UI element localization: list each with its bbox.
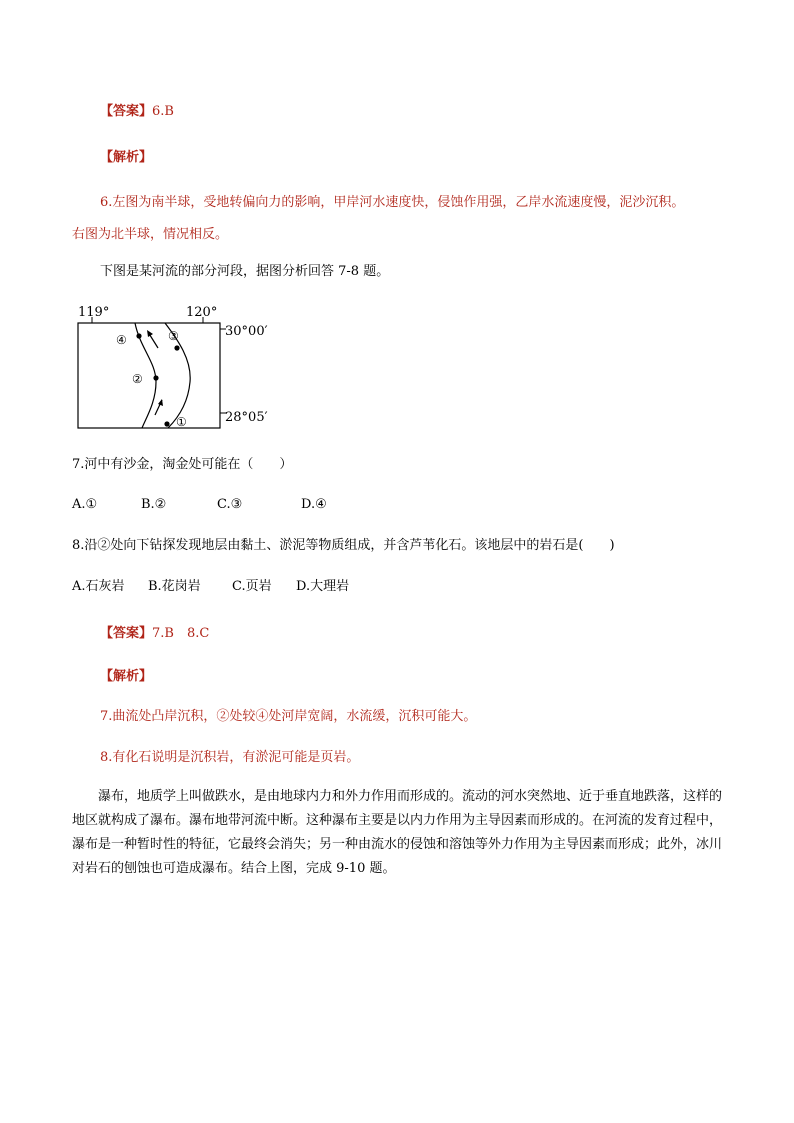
answer-value: 7.B 8.C xyxy=(152,626,210,641)
answer-value: 6.B xyxy=(152,104,174,119)
point-4-label: ④ xyxy=(116,333,127,347)
q8-option-c: C.页岩 xyxy=(232,579,272,594)
flow-arrow-lower-head xyxy=(158,399,163,406)
lat-label-bottom: 28°05′ xyxy=(225,410,268,425)
q8-stem: 8.沿②处向下钻探发现地层由黏土、淤泥等物质组成，并含芦苇化石。该地层中的岩石是( ) xyxy=(72,538,615,553)
answer-tag: 【答案】 xyxy=(100,626,153,641)
q8-option-a: A.石灰岩 xyxy=(72,579,125,594)
q7-option-a: A.① xyxy=(72,497,98,512)
analysis-tag-q7-8: 【解析】 xyxy=(100,669,153,684)
point-1-label: ① xyxy=(176,415,187,429)
point-3-label: ③ xyxy=(168,329,179,343)
answer-tag: 【答案】 xyxy=(100,104,153,119)
q7-option-d: D.④ xyxy=(301,497,327,512)
lon-label-left: 119° xyxy=(78,305,110,320)
lon-label-right: 120° xyxy=(186,305,218,320)
point-2-dot xyxy=(153,375,158,380)
point-1-dot xyxy=(164,421,169,426)
analysis-q6-line2: 右图为北半球，情况相反。 xyxy=(72,227,229,242)
q8-option-d: D.大理岩 xyxy=(296,579,350,594)
q7-option-b: B.② xyxy=(141,497,167,512)
answer-line-q7-8 xyxy=(100,625,209,643)
q7-stem: 7.河中有沙金，淘金处可能在（ ） xyxy=(72,457,293,472)
waterfall-paragraph: 瀑布，地质学上叫做跌水，是由地球内力和外力作用而形成的。流动的河水突然地、近于垂直地跌落，这样的地区就构成了瀑布。瀑布地带河流中断。这种瀑布主要是以内力作用为主导因素而形成的。在河流的发育过程中，瀑布是一种暂时性的特征，它最终会消失；另一种由流水的侵蚀和溶蚀等外力作用为主导因素而形成；此外，冰川对岩石的刨蚀也可造成瀑布。结合上图，完成 9-10 题。 xyxy=(72,789,723,876)
point-2-label: ② xyxy=(132,372,143,386)
analysis-q7: 7.曲流处凸岸沉积，②处较④处河岸宽阔，水流缓，沉积可能大。 xyxy=(100,709,477,724)
analysis-tag-q6: 【解析】 xyxy=(100,150,153,165)
analysis-q6-line1: 6.左图为南半球，受地转偏向力的影响，甲岸河水速度快，侵蚀作用强，乙岸水流速度慢，泥沙沉积。 xyxy=(100,195,685,210)
point-4-dot xyxy=(136,333,141,338)
lat-label-top: 30°00′ xyxy=(225,324,268,339)
river-map-figure xyxy=(70,300,310,435)
q7-option-c: C.③ xyxy=(217,497,243,512)
point-3-dot xyxy=(174,345,179,350)
q8-option-b: B.花岗岩 xyxy=(148,579,201,594)
answer-line-q6 xyxy=(100,103,174,121)
intro-7-8: 下图是某河流的部分河段，据图分析回答 7-8 题。 xyxy=(100,264,390,279)
analysis-q8: 8.有化石说明是沉积岩，有淤泥可能是页岩。 xyxy=(100,750,360,765)
